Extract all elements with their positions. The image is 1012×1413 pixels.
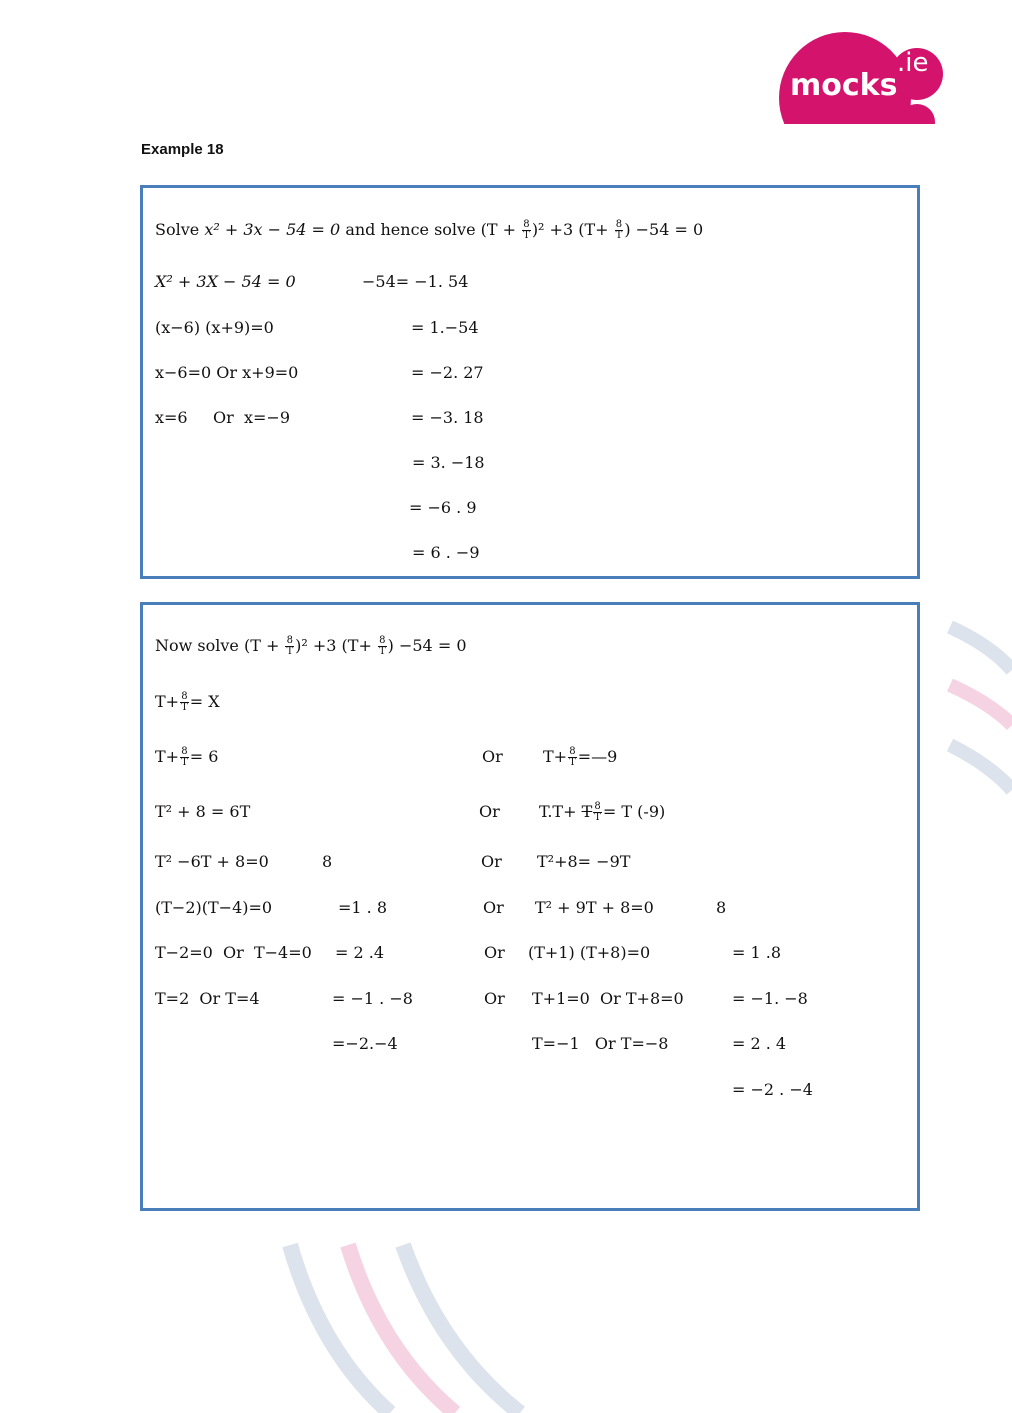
question-eq2-a: (T + — [480, 220, 522, 239]
fraction: $\frac{8}{T}$ — [181, 691, 188, 713]
logo-text: mocks — [790, 68, 898, 103]
question-a: Now solve (T + — [155, 636, 285, 655]
box1-left-line: X² + 3X − 54 = 0 — [155, 272, 296, 291]
fraction: $\frac{8}{T}$ — [286, 635, 294, 657]
box1-factor-line: = −2. 27 — [411, 363, 484, 382]
box1-factor-line: = 6 . −9 — [412, 543, 480, 562]
or-label: Or — [484, 943, 505, 962]
box2-left-line: (T−2)(T−4)=0 — [155, 898, 273, 917]
box2-left-factor: =1 . 8 — [338, 898, 388, 917]
box1-left-line: x=6 Or x=−9 — [155, 408, 290, 427]
box2-right-line: T² + 9T + 8=0 — [535, 898, 654, 917]
or-label: Or — [481, 852, 502, 871]
fraction: $\frac{8}{T}$ — [594, 801, 601, 823]
box2-right-line: T.T+ T $\frac{8}{T}$ = T (-9) — [539, 801, 666, 823]
logo-suffix: .ie — [897, 48, 929, 78]
box1-factor-line: = 1.−54 — [411, 318, 479, 337]
box2-right-factor: = 1 .8 — [732, 943, 782, 962]
box2-left-line: T−2=0 Or T−4=0 — [155, 943, 312, 962]
substitution-line: T+ $\frac{8}{T}$ = X — [155, 691, 220, 713]
box2-left-factor: = 2 .4 — [335, 943, 385, 962]
or-label: Or — [484, 989, 505, 1008]
box2-question — [155, 636, 467, 657]
question-eq2-b: )² +3 (T+ — [531, 220, 614, 239]
box2-left-factor: =−2.−4 — [332, 1034, 398, 1053]
box1-question — [155, 220, 703, 241]
box1-factor-line: −54= −1. 54 — [362, 272, 469, 291]
box1-factor-line: = 3. −18 — [412, 453, 485, 472]
box2-left-line: T=2 Or T=4 — [155, 989, 260, 1008]
fraction: $\frac{8}{T}$ — [615, 219, 623, 241]
question-eq2-c: ) −54 = 0 — [624, 220, 704, 239]
question-c: ) −54 = 0 — [387, 636, 467, 655]
box1-factor-line: = −3. 18 — [411, 408, 484, 427]
mocks-logo — [775, 28, 945, 124]
box2-right-factor: 8 — [716, 898, 727, 917]
box1-left-line: x−6=0 Or x+9=0 — [155, 363, 299, 382]
box2-right-factor: = −1. −8 — [732, 989, 808, 1008]
question-prefix: Solve — [155, 220, 205, 239]
box1-factor-line: = −6 . 9 — [409, 498, 477, 517]
or-label: Or — [483, 898, 504, 917]
fraction: $\frac{8}{T}$ — [181, 746, 188, 768]
box2-right-factor: = 2 . 4 — [732, 1034, 787, 1053]
decorative-swoosh-right — [930, 615, 1012, 805]
fraction: $\frac{8}{T}$ — [569, 746, 576, 768]
box2-right-line: T=−1 Or T=−8 — [532, 1034, 669, 1053]
decorative-swoosh-bottom — [270, 1240, 590, 1413]
box2-left-line: T² + 8 = 6T — [155, 802, 251, 821]
or-label: Or — [482, 747, 503, 766]
box1-left-line: (x−6) (x+9)=0 — [155, 318, 274, 337]
box2-left-factor: 8 — [322, 852, 333, 871]
question-b: )² +3 (T+ — [295, 636, 377, 655]
box2-right-factor: = −2 . −4 — [732, 1080, 813, 1099]
fraction: $\frac{8}{T}$ — [378, 635, 386, 657]
box2-left-line: T² −6T + 8=0 — [155, 852, 269, 871]
fraction: $\frac{8}{T}$ — [523, 219, 530, 241]
box2-right-line: T+1=0 Or T+8=0 — [532, 989, 684, 1008]
example-title: Example 18 — [141, 141, 224, 158]
box2-right-line: T+ $\frac{8}{T}$ =—9 — [543, 746, 618, 768]
box2-left-factor: = −1 . −8 — [332, 989, 413, 1008]
question-mid: and hence solve — [340, 220, 481, 239]
question-equation-1: x² + 3x − 54 = 0 — [204, 220, 341, 239]
box2-right-line: T²+8= −9T — [537, 852, 631, 871]
box2-left-line: T+ $\frac{8}{T}$ = 6 — [155, 746, 219, 768]
box2-right-line: (T+1) (T+8)=0 — [528, 943, 651, 962]
or-label: Or — [479, 802, 500, 821]
